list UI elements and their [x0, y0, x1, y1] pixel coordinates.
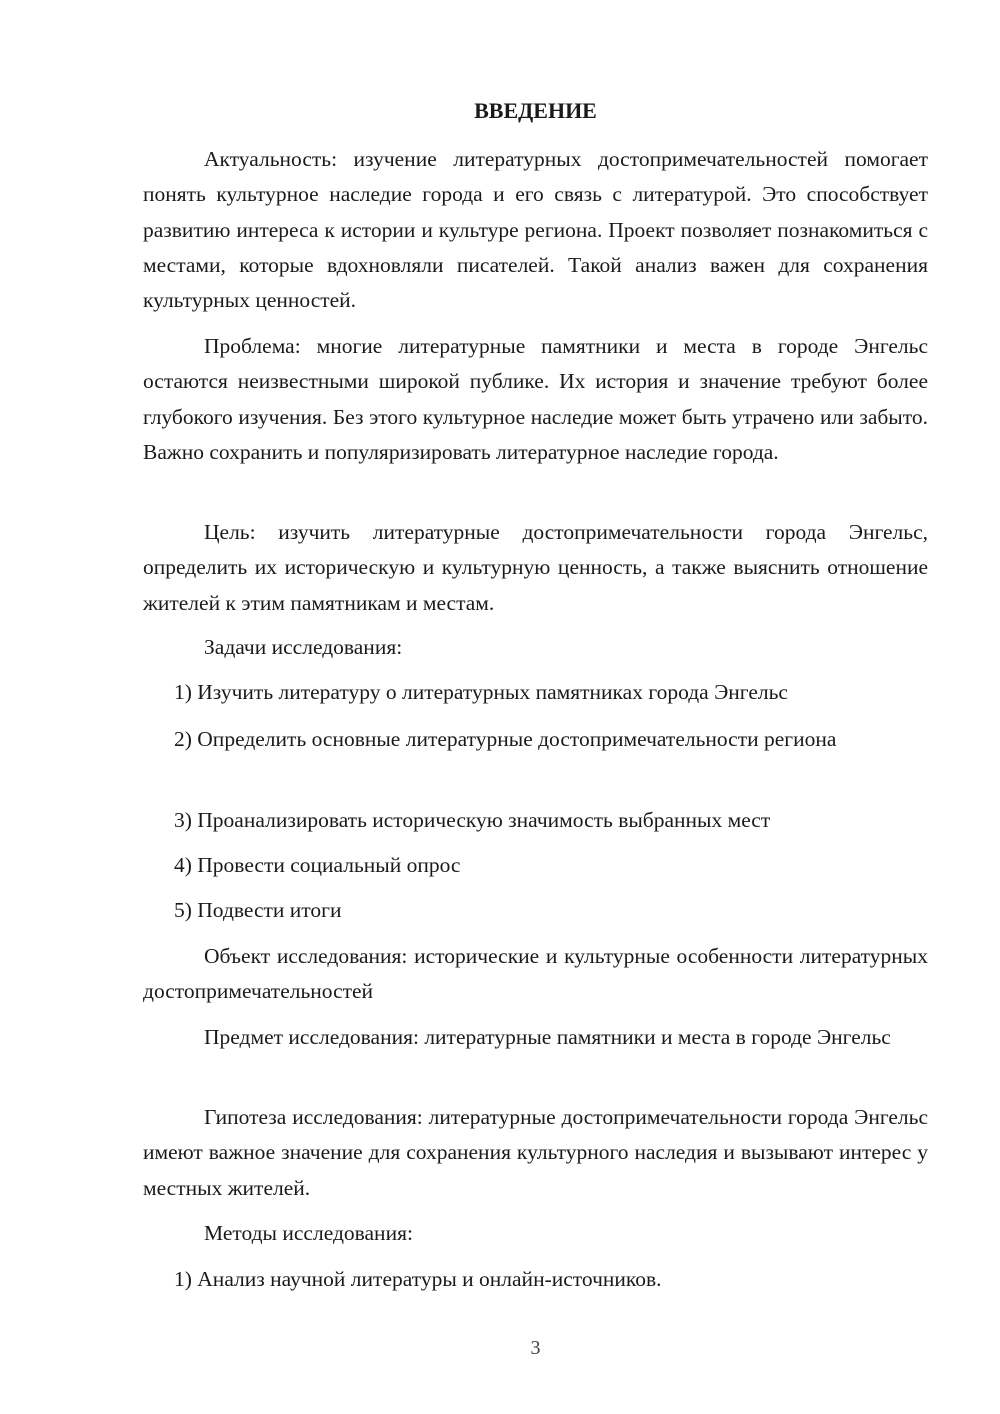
method-item: 1) Анализ научной литературы и онлайн-источников. [174, 1267, 662, 1291]
task-item: 1) Изучить литературу о литературных памятниках города Энгельс [174, 680, 788, 704]
problem-paragraph: Проблема: многие литературные памятники и места в городе Энгельс остаются неизвестными широкой публике. Их история и значение требуют более глубокого изучения. Без этого культурное наследие может быть утрачено или забыто. Важно сохранить и популяризировать литературное наследие города. [143, 334, 928, 464]
relevance-paragraph: Актуальность: изучение литературных достопримечательностей помогает понять культурное наследие города и его связь с литературой. Это способствует развитию интереса к истории и культуре региона. Проект позволяет познакомиться с местами, которые вдохновляли писателей. Такой анализ важен для сохранения культурных ценностей. [143, 147, 928, 313]
task-item: 5) Подвести итоги [174, 898, 342, 922]
tasks-heading: Задачи исследования: [204, 635, 403, 659]
page-title: ВВЕДЕНИЕ [474, 98, 597, 123]
goal-paragraph: Цель: изучить литературные достопримечательности города Энгельс, определить их историческую и культурную ценность, а также выяснить отношение жителей к этим памятникам и местам. [143, 520, 928, 615]
task-item: 4) Провести социальный опрос [174, 853, 461, 877]
task-item: 2) Определить основные литературные достопримечательности региона [174, 727, 837, 751]
document-page [143, 0, 928, 1414]
subject-paragraph: Предмет исследования: литературные памятники и места в городе Энгельс [204, 1025, 891, 1049]
object-paragraph: Объект исследования: исторические и культурные особенности литературных достопримечательностей [143, 944, 928, 1004]
hypothesis-paragraph: Гипотеза исследования: литературные достопримечательности города Энгельс имеют важное значение для сохранения культурного наследия и вызывают интерес у местных жителей. [143, 1105, 928, 1200]
page-number: 3 [530, 1337, 541, 1359]
task-item: 3) Проанализировать историческую значимость выбранных мест [174, 808, 771, 832]
methods-heading: Методы исследования: [204, 1221, 413, 1245]
